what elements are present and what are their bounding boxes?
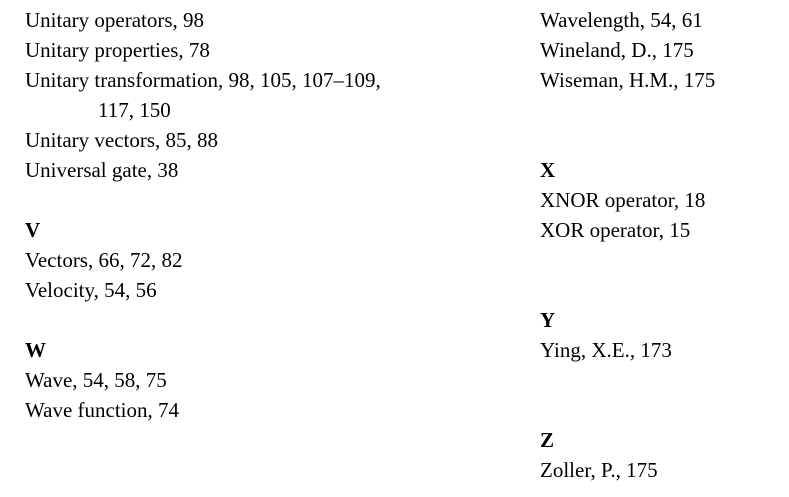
index-entry: Wineland, D., 175	[540, 38, 694, 62]
index-entry: Wave function, 74	[25, 398, 180, 422]
index-entry: Wave, 54, 58, 75	[25, 368, 167, 392]
index-entry: Unitary operators, 98	[25, 8, 205, 32]
section-heading-x: X	[540, 158, 556, 182]
index-entry: Velocity, 54, 56	[25, 278, 157, 302]
spacer	[25, 305, 495, 335]
section-heading-z: Z	[540, 428, 555, 452]
spacer	[25, 185, 495, 215]
index-entry: Zoller, P., 175	[540, 458, 658, 482]
spacer	[540, 395, 785, 425]
index-entry: Unitary properties, 78	[25, 38, 210, 62]
spacer	[540, 245, 785, 275]
index-entry: Unitary transformation, 98, 105, 107–109,	[25, 68, 381, 92]
index-entry: XNOR operator, 18	[540, 188, 706, 212]
index-entry: XOR operator, 15	[540, 218, 691, 242]
section-heading-v: V	[25, 218, 41, 242]
index-entry: Ying, X.E., 173	[540, 338, 672, 362]
spacer	[540, 275, 785, 305]
spacer	[540, 365, 785, 395]
index-entry: Universal gate, 38	[25, 158, 179, 182]
index-entry: Unitary vectors, 85, 88	[25, 128, 219, 152]
index-entry: Wiseman, H.M., 175	[540, 68, 716, 92]
index-entry-continuation: 117, 150	[98, 98, 171, 122]
index-entry: Wavelength, 54, 61	[540, 8, 703, 32]
index-entry: Vectors, 66, 72, 82	[25, 248, 183, 272]
spacer	[540, 95, 785, 125]
section-heading-w: W	[25, 338, 46, 362]
index-column-right	[540, 5, 785, 485]
index-column-left	[25, 5, 495, 425]
spacer	[540, 125, 785, 155]
section-heading-y: Y	[540, 308, 556, 332]
